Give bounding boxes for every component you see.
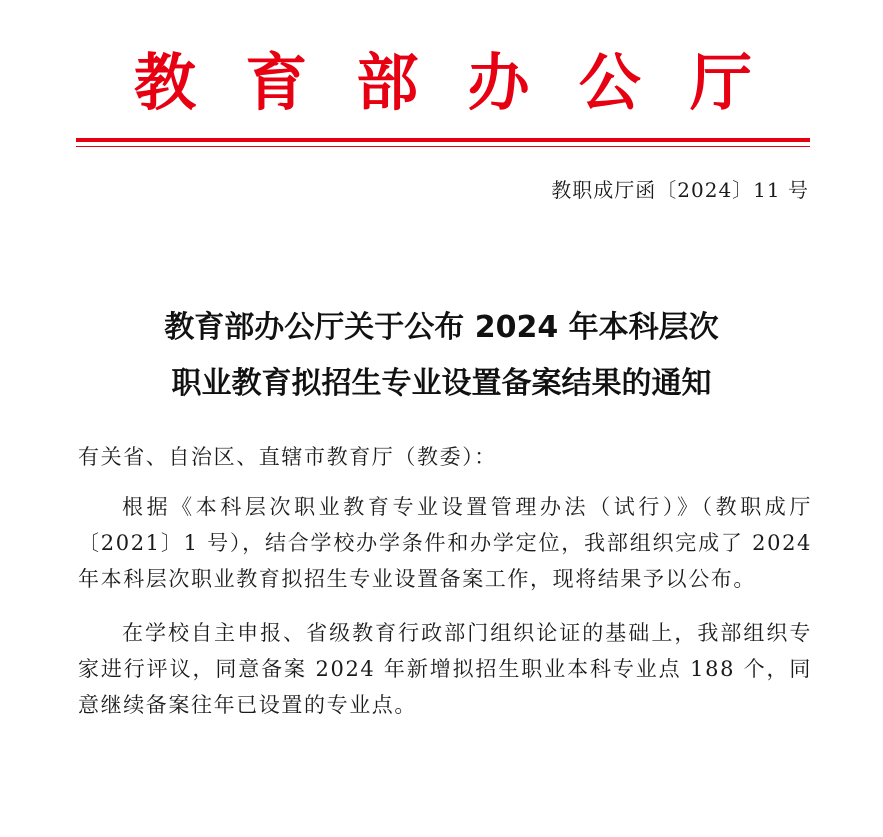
masthead-char: 办 [467,46,530,119]
masthead-issuer [76,48,810,118]
masthead-char: 公 [578,46,641,119]
masthead-char: 育 [245,46,308,119]
salutation: 有关省、自治区、直辖市教育厅（教委）： [78,445,497,469]
masthead-char: 教 [134,46,197,119]
document-title [0,300,883,412]
title-line-1: 教育部办公厅关于公布 2024 年本科层次 [164,310,719,345]
title-line-2: 职业教育拟招生专业设置备案结果的通知 [171,366,712,401]
red-divider-thin [76,146,810,147]
body-paragraph-2: 在学校自主申报、省级教育行政部门组织论证的基础上，我部组织专家进行评议，同意备案 2024 年新增拟招生职业本科专业点 188 个，同意继续备案往年已设置的专业点。 [78,621,812,717]
body-paragraph-1: 根据《本科层次职业教育专业设置管理办法（试行）》（教职成厅〔2021〕1 号），结合学校办学条件和办学定位，我部组织完成了 2024 年本科层次职业教育拟招生专业设置备案工作，现将结果予以公布。 [78,495,812,591]
document-body [78,439,812,723]
masthead-char: 厅 [689,46,752,119]
masthead-char: 部 [356,46,419,119]
document-number: 教职成厅函〔2024〕11 号 [551,178,809,202]
red-divider-thick [76,138,810,142]
